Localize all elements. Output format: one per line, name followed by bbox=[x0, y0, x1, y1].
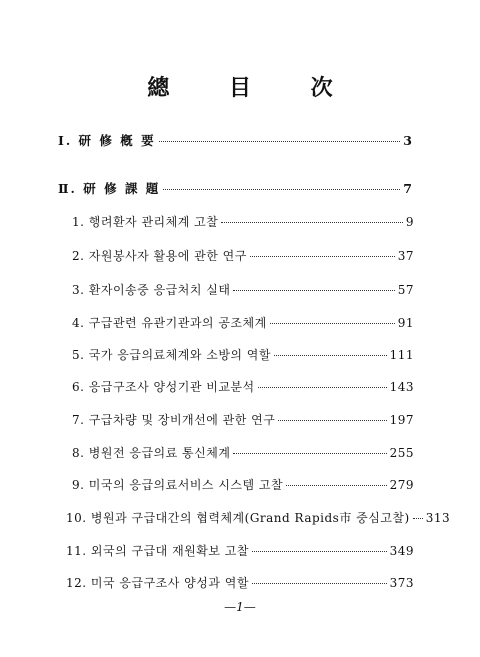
toc-item-label: 8. 병원전 응급의료 통신체계 bbox=[72, 446, 231, 460]
dot-leader bbox=[274, 355, 387, 356]
toc-item bbox=[66, 544, 414, 558]
toc-item bbox=[72, 348, 414, 362]
toc-page-number: 111 bbox=[389, 348, 414, 362]
page-title: 總 目 次 bbox=[147, 75, 359, 101]
toc-item-label: 1. 행려환자 관리체계 고찰 bbox=[72, 215, 219, 229]
toc-item-label: 5. 국가 응급의료체계와 소방의 역할 bbox=[72, 348, 271, 362]
toc-item bbox=[72, 283, 414, 297]
toc-item-label: 6. 응급구조사 양성기관 비교분석 bbox=[72, 380, 255, 394]
dot-leader bbox=[233, 290, 394, 291]
toc-section-label: Ⅱ. 研 修 課 題 bbox=[58, 181, 161, 196]
dot-leader bbox=[233, 453, 386, 454]
dot-leader bbox=[221, 222, 403, 223]
toc-page-number: 373 bbox=[389, 576, 414, 590]
toc-page-number: 197 bbox=[389, 413, 414, 427]
dot-leader bbox=[258, 387, 387, 388]
dot-leader bbox=[163, 189, 400, 190]
toc-item-label: 4. 구급관련 유관기관과의 공조체계 bbox=[72, 316, 267, 330]
toc-page-number: 255 bbox=[389, 446, 414, 460]
toc-item bbox=[72, 380, 414, 394]
toc-item-label: 12. 미국 응급구조사 양성과 역할 bbox=[66, 576, 249, 590]
toc-item bbox=[72, 478, 414, 492]
dot-leader bbox=[413, 518, 423, 519]
dot-leader bbox=[252, 583, 387, 584]
dot-leader bbox=[159, 141, 401, 142]
toc-page-number: 91 bbox=[397, 316, 414, 330]
dot-leader bbox=[278, 420, 386, 421]
dot-leader bbox=[270, 323, 395, 324]
dot-leader bbox=[250, 256, 395, 257]
toc-item-label: 7. 구급차량 및 장비개선에 관한 연구 bbox=[72, 413, 276, 427]
toc-item bbox=[72, 316, 414, 330]
toc-page-number: 313 bbox=[425, 511, 451, 525]
toc-item bbox=[72, 215, 414, 229]
toc-page-number: 279 bbox=[389, 478, 414, 492]
toc-page-number: 349 bbox=[389, 544, 414, 558]
dot-leader bbox=[286, 485, 387, 486]
toc-item-label: 3. 환자이송중 응급처치 실태 bbox=[72, 283, 231, 297]
toc-section-label: Ⅰ. 研 修 槪 要 bbox=[58, 133, 156, 148]
toc-item bbox=[72, 249, 414, 263]
page-footer-number: —1— bbox=[224, 600, 256, 614]
toc-page-number: 57 bbox=[397, 283, 414, 297]
toc-item bbox=[72, 413, 414, 427]
toc-item-label: 11. 외국의 구급대 재원확보 고찰 bbox=[66, 544, 249, 558]
dot-leader bbox=[252, 551, 387, 552]
toc-page-number: 9 bbox=[405, 215, 414, 229]
toc-page-number: 143 bbox=[389, 380, 414, 394]
toc-item-label: 2. 자원봉사자 활용에 관한 연구 bbox=[72, 249, 247, 263]
toc-section-1 bbox=[58, 134, 414, 148]
toc-section-2 bbox=[58, 182, 414, 196]
toc-page-number: 7 bbox=[403, 181, 414, 196]
toc-item-label: 10. 병원과 구급대간의 협력체계(Grand Rapids市 중심고찰) bbox=[66, 511, 410, 525]
toc-page-number: 37 bbox=[397, 249, 414, 263]
toc-page-number: 3 bbox=[403, 133, 414, 148]
toc-item bbox=[66, 511, 451, 525]
toc-item bbox=[66, 576, 414, 590]
toc-item-label: 9. 미국의 응급의료서비스 시스템 고찰 bbox=[72, 478, 284, 492]
toc-item bbox=[72, 446, 414, 460]
